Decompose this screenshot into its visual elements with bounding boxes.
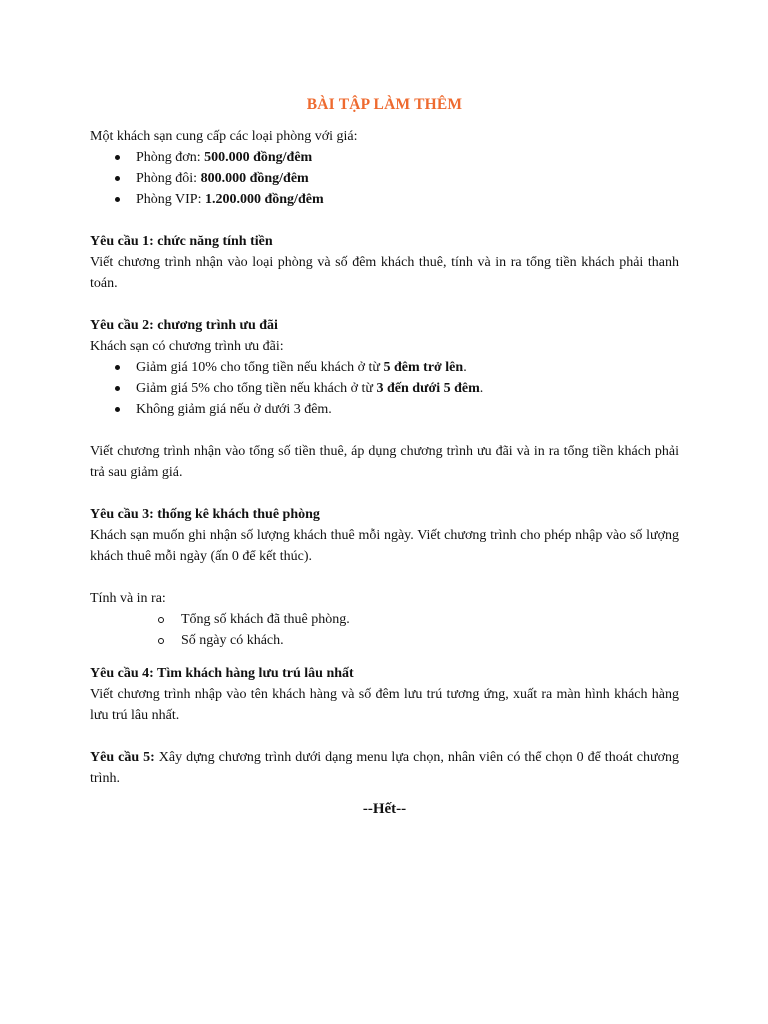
list-item: Phòng VIP: 1.200.000 đồng/đêm bbox=[114, 189, 679, 210]
req4-text: Viết chương trình nhập vào tên khách hàng và số đêm lưu trú tương ứng, xuất ra màn hình khách hàng lưu trú lâu nhất. bbox=[90, 687, 679, 723]
req3-text: Khách sạn muốn ghi nhận số lượng khách thuê mỗi ngày. Viết chương trình cho phép nhập vào số lượng khách thuê mỗi ngày (ấn 0 để kết thúc). bbox=[90, 528, 679, 564]
output-list bbox=[90, 609, 679, 651]
list-item: Tổng số khách đã thuê phòng. bbox=[158, 609, 679, 630]
end-marker: --Hết-- bbox=[362, 801, 407, 817]
req5-heading: Yêu cầu 5: bbox=[90, 750, 155, 765]
list-item: Số ngày có khách. bbox=[158, 630, 679, 651]
req5-paragraph bbox=[90, 747, 679, 789]
list-item: Phòng đôi: 800.000 đồng/đêm bbox=[114, 168, 679, 189]
req2-intro: Khách sạn có chương trình ưu đãi: bbox=[90, 339, 284, 354]
req3-output-intro: Tính và in ra: bbox=[90, 591, 166, 606]
document-title: BÀI TẬP LÀM THÊM bbox=[306, 96, 463, 113]
list-item: Giảm giá 5% cho tổng tiền nếu khách ở từ 3 đến dưới 5 đêm. bbox=[114, 378, 679, 399]
req3-heading: Yêu cầu 3: thống kê khách thuê phòng bbox=[90, 507, 320, 522]
req2-heading: Yêu cầu 2: chương trình ưu đãi bbox=[90, 318, 278, 333]
discount-list bbox=[90, 357, 679, 420]
req5-text: Xây dựng chương trình dưới dạng menu lựa chọn, nhân viên có thể chọn 0 để thoát chương trình. bbox=[90, 750, 679, 786]
intro-text: Một khách sạn cung cấp các loại phòng với giá: bbox=[90, 129, 358, 144]
req1-heading: Yêu cầu 1: chức năng tính tiền bbox=[90, 234, 273, 249]
req4-heading: Yêu cầu 4: Tìm khách hàng lưu trú lâu nhất bbox=[90, 666, 354, 681]
list-item: Giảm giá 10% cho tổng tiền nếu khách ở từ 5 đêm trở lên. bbox=[114, 357, 679, 378]
room-price-list bbox=[90, 147, 679, 210]
req2-text: Viết chương trình nhận vào tổng số tiền thuê, áp dụng chương trình ưu đãi và in ra tổng tiền khách phải trả sau giảm giá. bbox=[90, 444, 679, 480]
req1-text: Viết chương trình nhận vào loại phòng và số đêm khách thuê, tính và in ra tổng tiền khách phải thanh toán. bbox=[90, 255, 679, 291]
list-item: Phòng đơn: 500.000 đồng/đêm bbox=[114, 147, 679, 168]
list-item: Không giảm giá nếu ở dưới 3 đêm. bbox=[114, 399, 679, 420]
